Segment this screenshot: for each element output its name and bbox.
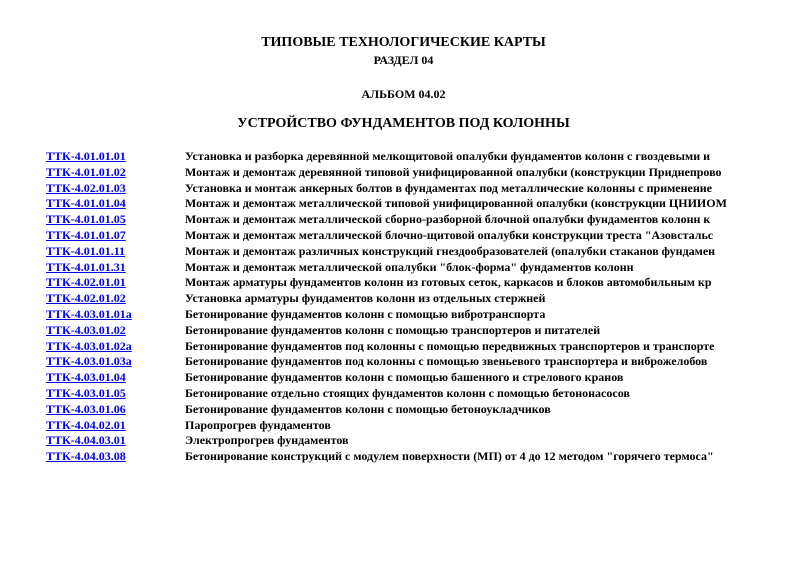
document-code-link[interactable]: ТТК-4.02.01.01 — [46, 275, 126, 290]
document-code-link[interactable]: ТТК-4.01.01.04 — [46, 196, 126, 211]
document-description: Монтаж и демонтаж металлической опалубки "блок-форма" фундаментов колонн — [185, 259, 634, 274]
document-description: Монтаж и демонтаж металлической блочно-щитовой опалубки конструкции треста "Азовстальс — [185, 228, 714, 242]
list-item — [0, 417, 807, 433]
list-item — [0, 290, 807, 306]
list-item — [0, 353, 807, 369]
document-description: Паропрогрев фундаментов — [185, 417, 331, 432]
document-description: Монтаж арматуры фундаментов колонн из готовых сеток, каркасов и блоков автомобильным кр — [185, 275, 712, 290]
list-item — [0, 164, 807, 180]
document-description: Бетонирование конструкций с модулем поверхности (МП) от 4 до 12 методом "горячего термоса" — [185, 449, 714, 464]
document-description: Монтаж и демонтаж металлической сборно-разборной блочной опалубки фундаментов колонн к — [185, 212, 711, 227]
document-code-link[interactable]: ТТК-4.03.01.06 — [46, 401, 126, 416]
document-code-link[interactable]: ТТК-4.04.03.08 — [46, 449, 126, 464]
document-code-link[interactable]: ТТК-4.01.01.01 — [46, 149, 126, 163]
list-item — [0, 306, 807, 322]
document-code-link[interactable]: ТТК-4.04.02.01 — [46, 417, 126, 432]
list-item — [0, 401, 807, 417]
document-description: Монтаж и демонтаж металлической типовой унифицированной опалубки (конструкции ЦНИИОМ — [185, 196, 727, 211]
album-heading: АЛЬБОМ 04.02 — [361, 87, 446, 101]
document-description: Бетонирование фундаментов колонн с помощью транспортеров и питателей — [185, 322, 601, 337]
document-code-link[interactable]: ТТК-4.03.01.01а — [46, 307, 132, 321]
document-description: Установка и разборка деревянной мелкощитовой опалубки фундаментов колонн с гвоздевыми и — [185, 149, 711, 163]
document-description: Бетонирование фундаментов под колонны с помощью передвижных транспортеров и транспорте — [185, 338, 715, 353]
list-item — [0, 432, 807, 448]
document-code-link[interactable]: ТТК-4.03.01.02а — [46, 338, 132, 353]
document-description: Бетонирование фундаментов колонн с помощью вибротранспорта — [185, 307, 546, 321]
document-description: Установка и монтаж анкерных болтов в фундаментах под металлические колонны с применение — [185, 180, 712, 195]
list-item — [0, 259, 807, 275]
document-code-link[interactable]: ТТК-4.03.01.03а — [46, 354, 132, 369]
list-item — [0, 195, 807, 211]
list-item — [0, 274, 807, 290]
document-code-link[interactable]: ТТК-4.01.01.05 — [46, 212, 126, 227]
document-description: Бетонирование отдельно стоящих фундаментов колонн с помощью бетононасосов — [185, 386, 630, 400]
section-heading: РАЗДЕЛ 04 — [373, 53, 434, 67]
document-description: Бетонирование фундаментов колонн с помощью бетоноукладчиков — [185, 401, 551, 416]
list-item — [0, 369, 807, 385]
list-item — [0, 180, 807, 196]
page-title: ТИПОВЫЕ ТЕХНОЛОГИЧЕСКИЕ КАРТЫ — [261, 35, 546, 50]
list-item — [0, 227, 807, 243]
list-item — [0, 243, 807, 259]
list-item — [0, 338, 807, 354]
list-item — [0, 385, 807, 401]
document-code-link[interactable]: ТТК-4.01.01.07 — [46, 228, 126, 242]
document-description: Электропрогрев фундаментов — [185, 433, 349, 448]
list-item — [0, 148, 807, 164]
document-description: Бетонирование фундаментов под колонны с помощью звеньевого транспортера и виброжелобов — [185, 354, 708, 369]
subject-heading: УСТРОЙСТВО ФУНДАМЕНТОВ ПОД КОЛОННЫ — [237, 116, 570, 131]
document-code-link[interactable]: ТТК-4.03.01.05 — [46, 386, 126, 400]
document-description: Установка арматуры фундаментов колонн из отдельных стержней — [185, 291, 546, 306]
document-code-link[interactable]: ТТК-4.03.01.04 — [46, 370, 126, 385]
list-item — [0, 448, 807, 464]
document-code-link[interactable]: ТТК-4.04.03.01 — [46, 433, 126, 448]
list-item — [0, 211, 807, 227]
document-code-link[interactable]: ТТК-4.01.01.11 — [46, 243, 126, 258]
document-code-link[interactable]: ТТК-4.01.01.02 — [46, 164, 126, 179]
document-code-link[interactable]: ТТК-4.02.01.03 — [46, 180, 126, 195]
document-description: Монтаж и демонтаж различных конструкций гнездообразователей (опалубки стаканов фундамен — [185, 243, 716, 258]
document-code-link[interactable]: ТТК-4.01.01.31 — [46, 259, 126, 274]
document-description: Бетонирование фундаментов колонн с помощью башенного и стрелового кранов — [185, 370, 624, 385]
document-list — [0, 148, 807, 468]
document-code-link[interactable]: ТТК-4.02.01.02 — [46, 291, 126, 306]
list-item — [0, 322, 807, 338]
document-description: Монтаж и демонтаж деревянной типовой унифицированной опалубки (конструкции Приднепрово — [185, 164, 722, 179]
document-code-link[interactable]: ТТК-4.03.01.02 — [46, 322, 126, 337]
